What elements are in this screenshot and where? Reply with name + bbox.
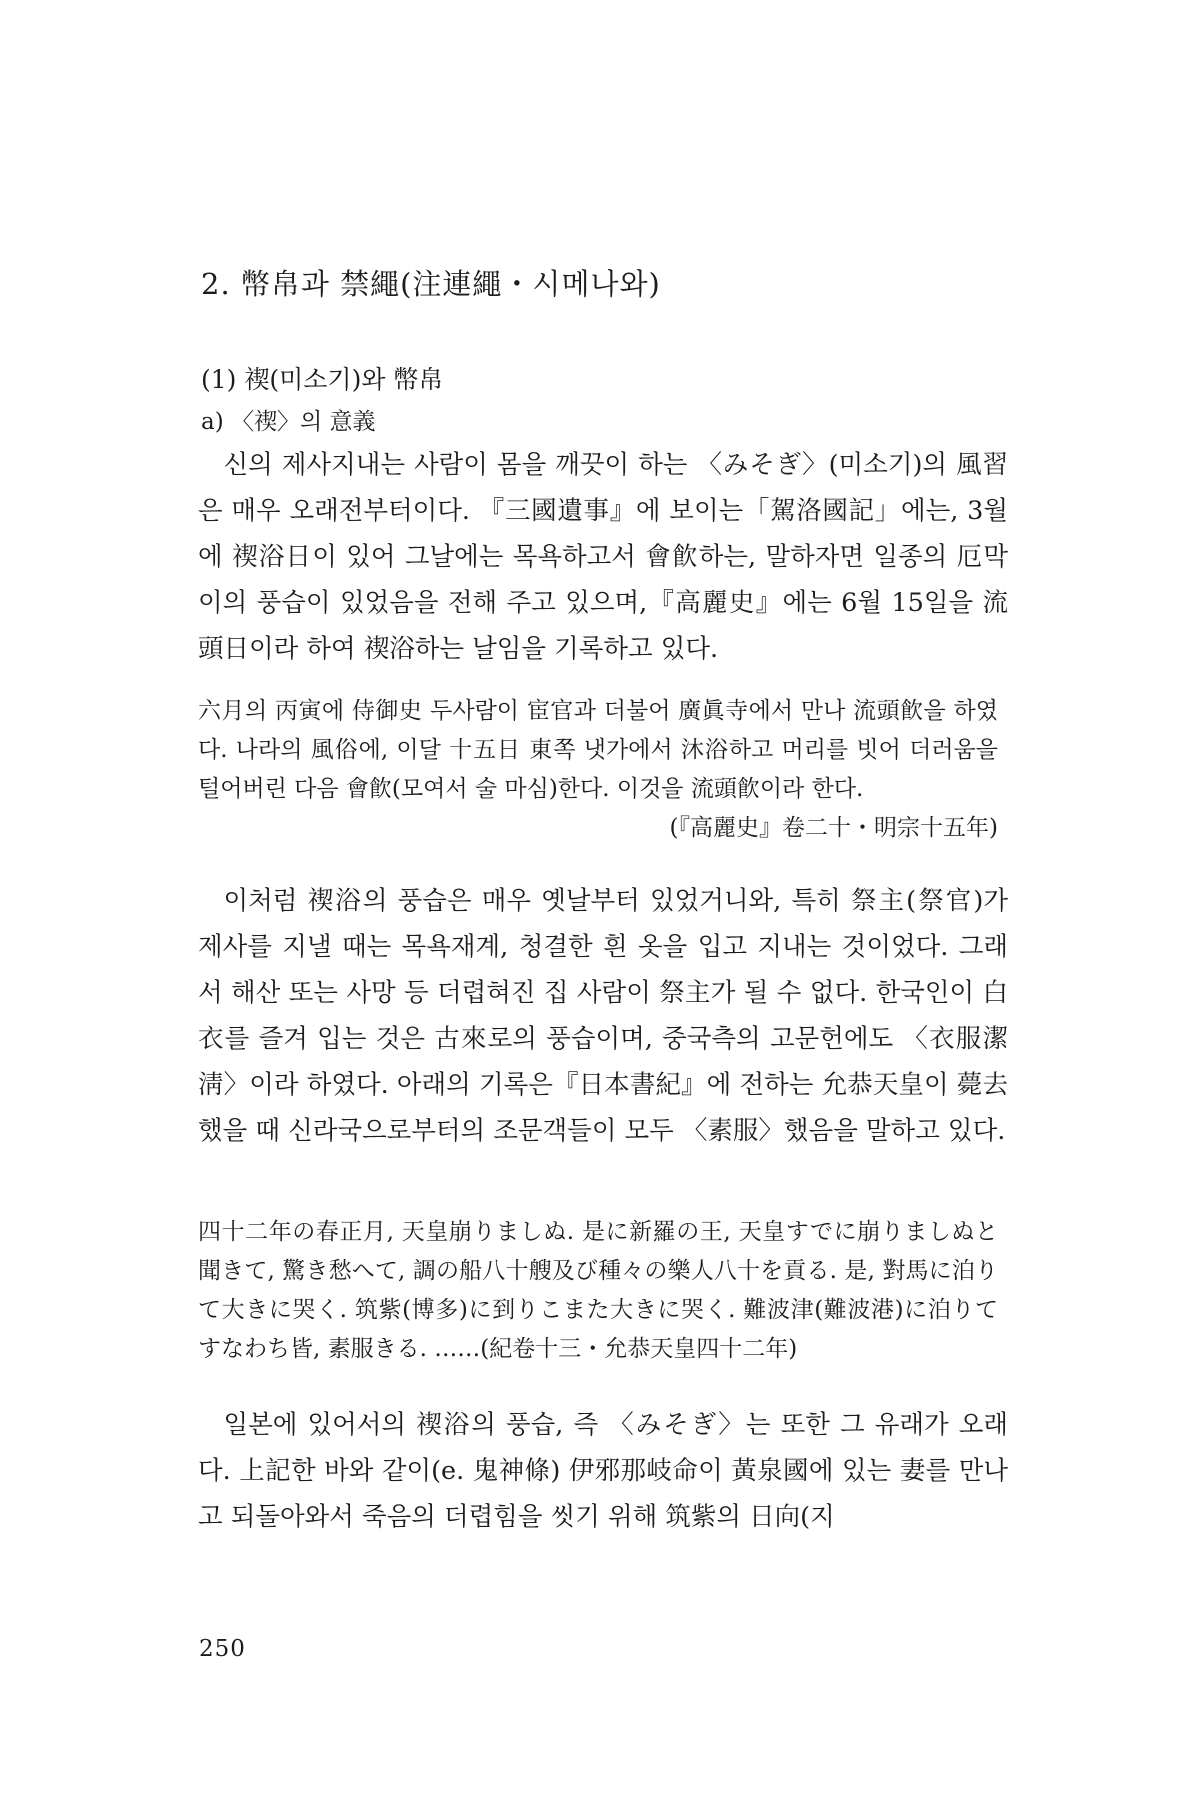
subheading: (1) 禊(미소기)와 幣帛 — [201, 365, 444, 394]
subsubheading: a) 〈禊〉의 意義 — [201, 409, 376, 435]
page-number: 250 — [199, 1636, 246, 1662]
paragraph-1: 신의 제사지내는 사람이 몸을 깨끗이 하는 〈みそぎ〉(미소기)의 風習은 매우 오래전부터이다. 『三國遺事』에 보이는「駕洛國記」에는, 3월에 禊浴日이 있어 그날에는 목욕하고서 會飮하는, 말하자면 일종의 厄막이의 풍습이 있었음을 전해 주고 있으며,『高麗史』에는 6월 15일을 流頭日이라 하여 禊浴하는 날임을 기록하고 있다. — [198, 450, 1008, 664]
quote-koryosa — [198, 692, 998, 848]
quote-koryosa-text: 六月의 丙寅에 侍御史 두사람이 宦官과 더불어 廣眞寺에서 만나 流頭飮을 하였다. 나라의 風俗에, 이달 十五日 東쪽 냇가에서 沐浴하고 머리를 빗어 더러움을 털어버린 다음 會飮(모여서 술 마심)한다. 이것을 流頭飮이라 한다. — [198, 698, 998, 802]
section-title: 2. 幣帛과 禁繩(注連繩・시메나와) — [201, 267, 661, 301]
paragraph-3: 일본에 있어서의 禊浴의 풍습, 즉 〈みそぎ〉는 또한 그 유래가 오래다. 上記한 바와 같이(e. 鬼神條) 伊邪那岐命이 黃泉國에 있는 妻를 만나고 되돌아와서 죽음의 더렵힘을 씻기 위해 筑紫의 日向(지 — [198, 1410, 1008, 1532]
quote-koryosa-citation: (『高麗史』卷二十・明宗十五年) — [669, 815, 998, 841]
quote-nihonshoki: 四十二年の春正月, 天皇崩りましぬ. 是に新羅の王, 天皇すでに崩りましぬと聞きて, 驚き愁へて, 調の船八十艘及び種々の樂人八十を貢る. 是, 對馬に泊りて大きに哭く. 筑紫(博多)に到りこまた大きに哭く. 難波津(難波港)に泊りてすなわち皆, 素服きる. ……(紀卷十三・允恭天皇四十二年) — [198, 1219, 998, 1362]
paragraph-2: 이처럼 禊浴의 풍습은 매우 옛날부터 있었거니와, 특히 祭主(祭官)가 제사를 지낼 때는 목욕재계, 청결한 흰 옷을 입고 지내는 것이었다. 그래서 해산 또는 사망 등 더렵혀진 집 사람이 祭主가 될 수 없다. 한국인이 白衣를 즐겨 입는 것은 古來로의 풍습이며, 중국측의 고문헌에도 〈衣服潔淸〉이라 하였다. 아래의 기록은『日本書紀』에 전하는 允恭天皇이 薨去했을 때 신라국으로부터의 조문객들이 모두 〈素服〉했음을 말하고 있다. — [198, 886, 1008, 1146]
